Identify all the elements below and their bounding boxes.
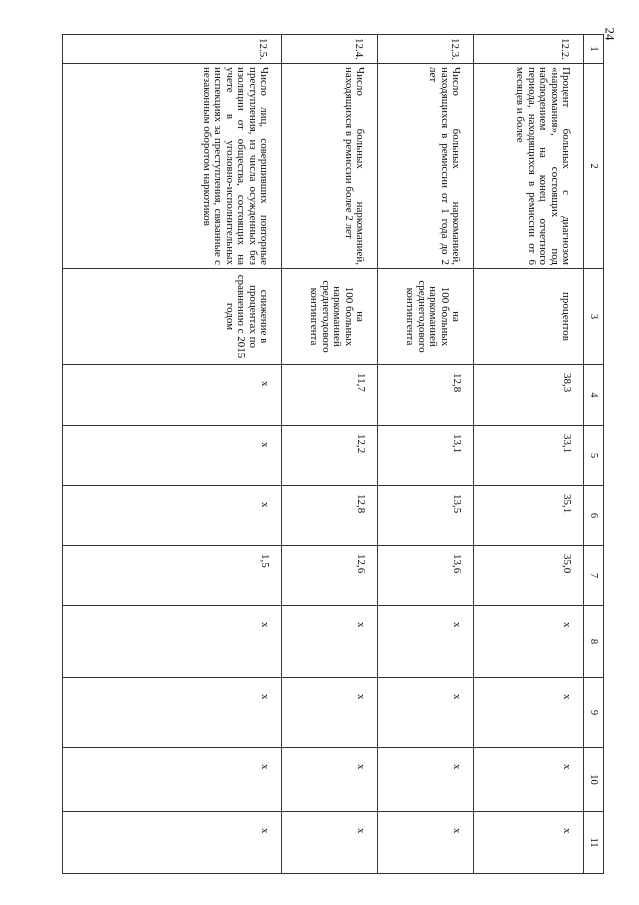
value-cell: 33,1 xyxy=(474,426,584,486)
indicator-name: Число больных наркоманией, находящихся в ремиссии от 1 года до 2 лет xyxy=(378,64,474,269)
header-cell: 10 xyxy=(584,748,604,812)
value-cell: 11,7 xyxy=(282,365,378,426)
row-number: 12.3. xyxy=(378,35,474,64)
indicator-name: Число лиц, совершивших повторные преступления, из числа осужденных без изоляции от общества, состоящих на учете в уголовно-исполнительных инспекциях за преступления, связанные с незаконным оборотом наркотиков xyxy=(63,64,282,269)
value-cell: 12,8 xyxy=(282,486,378,546)
value-cell: 1,5 xyxy=(63,546,282,606)
header-cell: 9 xyxy=(584,678,604,748)
page-number: 24 xyxy=(602,27,618,41)
value-cell: 35,0 xyxy=(474,546,584,606)
header-cell: 8 xyxy=(584,606,604,678)
value-cell: 38,3 xyxy=(474,365,584,426)
value-cell: 13,1 xyxy=(378,426,474,486)
value-cell: 13,6 xyxy=(378,546,474,606)
value-cell: х xyxy=(378,812,474,874)
value-cell: х xyxy=(63,486,282,546)
table-row xyxy=(474,35,584,874)
value-cell: х xyxy=(63,678,282,748)
value-cell: 13,5 xyxy=(378,486,474,546)
value-cell: х xyxy=(474,606,584,678)
unit-cell: на 100 больных наркоманией среднегодового контингента xyxy=(282,269,378,365)
table-row xyxy=(282,35,378,874)
row-number: 12.5. xyxy=(63,35,282,64)
value-cell: х xyxy=(378,606,474,678)
value-cell: х xyxy=(63,426,282,486)
indicator-table-frame xyxy=(108,34,604,873)
header-cell: 7 xyxy=(584,546,604,606)
row-number: 12.4. xyxy=(282,35,378,64)
value-cell: 12,6 xyxy=(282,546,378,606)
value-cell: 12,2 xyxy=(282,426,378,486)
header-cell: 1 xyxy=(584,35,604,64)
header-cell: 5 xyxy=(584,426,604,486)
unit-cell: на 100 больных наркоманией среднегодового контингента xyxy=(378,269,474,365)
value-cell: 12,8 xyxy=(378,365,474,426)
indicator-name: Число больных наркоманией, находящихся в ремиссии более 2 лет xyxy=(282,64,378,269)
unit-cell: процентов xyxy=(474,269,584,365)
value-cell: х xyxy=(63,365,282,426)
row-number: 12.2. xyxy=(474,35,584,64)
header-cell: 3 xyxy=(584,269,604,365)
value-cell: х xyxy=(282,812,378,874)
table-row xyxy=(378,35,474,874)
value-cell: х xyxy=(474,812,584,874)
header-cell: 2 xyxy=(584,64,604,269)
header-cell: 4 xyxy=(584,365,604,426)
value-cell: х xyxy=(63,812,282,874)
table-row xyxy=(63,35,282,874)
indicator-table xyxy=(62,34,604,874)
value-cell: 35,1 xyxy=(474,486,584,546)
rotated-table-container xyxy=(108,34,604,873)
unit-cell: снижение в процентах по сравнению с 2015 годом xyxy=(63,269,282,365)
header-cell: 11 xyxy=(584,812,604,874)
value-cell: х xyxy=(474,678,584,748)
value-cell: х xyxy=(63,606,282,678)
header-cell: 6 xyxy=(584,486,604,546)
indicator-name: Процент больных с диагнозом «наркомания», состоящих под наблюдением на конец отчетного периода, находящихся в ремиссии от 6 месяцев и более xyxy=(474,64,584,269)
value-cell: х xyxy=(282,606,378,678)
value-cell: х xyxy=(282,748,378,812)
header-row xyxy=(584,35,604,874)
value-cell: х xyxy=(378,748,474,812)
value-cell: х xyxy=(63,748,282,812)
value-cell: х xyxy=(378,678,474,748)
value-cell: х xyxy=(282,678,378,748)
value-cell: х xyxy=(474,748,584,812)
